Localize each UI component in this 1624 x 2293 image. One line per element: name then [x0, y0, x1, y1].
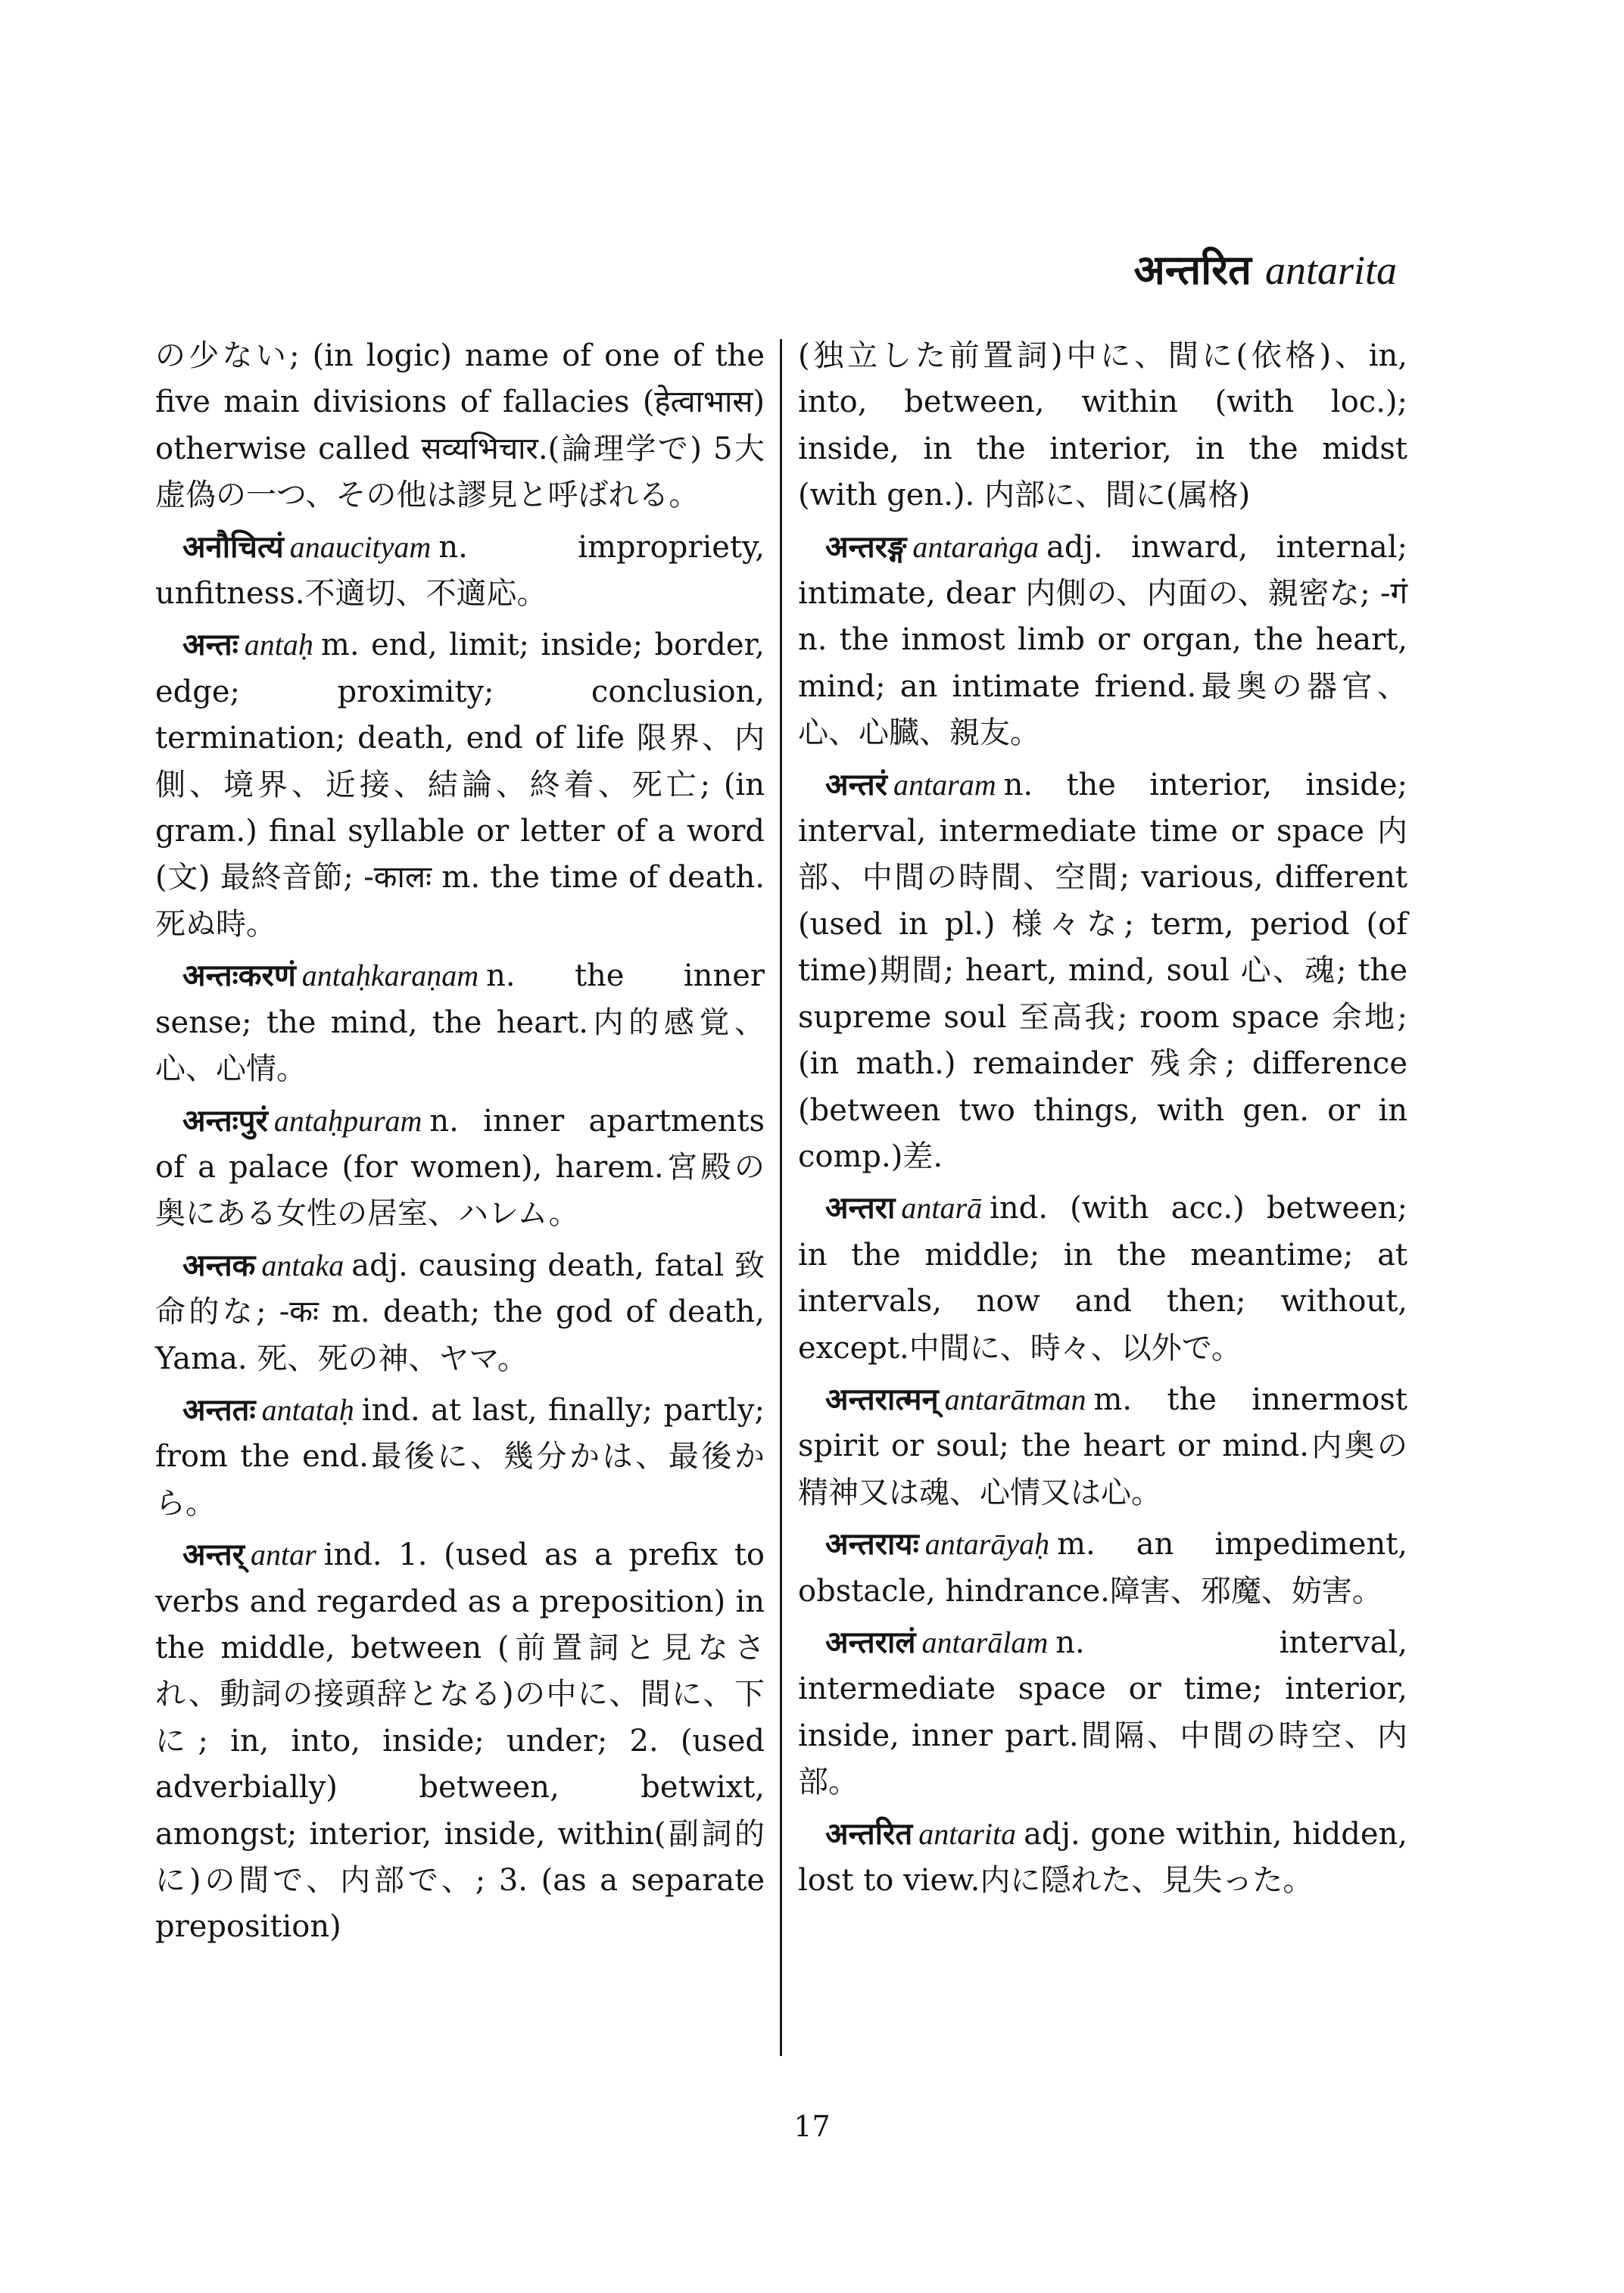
- entry-romanization: antaḥ: [244, 628, 313, 662]
- page-number: 17: [793, 2110, 831, 2143]
- entry-romanization: antarālam: [921, 1625, 1049, 1659]
- entry-romanization: anaucityam: [289, 529, 432, 564]
- entry-romanization: antaḥkaraṇam: [301, 958, 479, 993]
- entry-headword: अनौचित्यं: [182, 529, 284, 565]
- entry-headword: अन्तर्: [182, 1537, 245, 1573]
- entry-romanization: antarātman: [944, 1382, 1086, 1416]
- entry-headword: अन्तरङ्ग: [825, 529, 907, 565]
- entry-headword: अन्ततः: [182, 1392, 256, 1428]
- entry-headword: अन्तक: [182, 1248, 256, 1283]
- entry-romanization: antarita: [918, 1816, 1017, 1851]
- entry: [798, 1811, 1407, 1905]
- entry-romanization: antar: [251, 1537, 316, 1572]
- entry: [155, 622, 765, 948]
- entry-continued: [798, 333, 1407, 519]
- entry-text: adj. gone within, hidden, lost to view.内に隠れた、見失った。: [798, 1816, 1407, 1898]
- running-head-devanagari: अन्तरित: [1133, 246, 1252, 294]
- entry-text: n. inner apartments of a palace (for women), harem.宮殿の奥にある女性の居室、ハレム。: [155, 1103, 765, 1232]
- entry-continued: [155, 333, 765, 519]
- entry-text: の少ない; (in logic) name of one of the five main divisions of fallacies (हेत्वाभास) otherwise called सव्यभिचार.(論理学で) 5大虚偽の一つ、その他は謬見と呼ばれる。: [155, 338, 765, 513]
- entry-text: n. impropriety, unfitness.不適切、不適応。: [155, 529, 765, 612]
- entry-romanization: antaḥpuram: [273, 1103, 422, 1138]
- entry-text: n. the interior, inside; interval, intermediate time or space 内部、中間の時間、空間; various, different (used in pl.) 様々な; term, period (of time)期間; heart, mind, soul 心、魂; the supreme soul 至高我; room space 余地; (in math.) remainder 残余; difference (between two things, with gen. or in comp.)差.: [798, 767, 1407, 1174]
- entry-headword: अन्तरित: [825, 1816, 913, 1852]
- entry-headword: अन्तः: [182, 628, 238, 663]
- entry: [155, 952, 765, 1092]
- entry: [155, 1098, 765, 1238]
- entry: [155, 1387, 765, 1527]
- entry-romanization: antarāyaḥ: [924, 1527, 1050, 1562]
- entry-romanization: antaka: [261, 1248, 344, 1282]
- entry: [798, 1521, 1407, 1615]
- left-column: [155, 333, 765, 1955]
- entry-text: ind. (with acc.) between; in the middle; in the meantime; at intervals, now and then; without, except.中間に、時々、以外で。: [798, 1191, 1407, 1366]
- entry-headword: अन्तःकरणं: [182, 958, 296, 994]
- entry-text: (独立した前置詞)中に、間に(依格)、in, into, between, within (with loc.); inside, in the interior, in the midst (with gen.). 内部に、間に(属格): [798, 338, 1407, 513]
- running-head: [1133, 246, 1397, 294]
- entry: [798, 1185, 1407, 1372]
- entry-headword: अन्तरायः: [825, 1527, 919, 1562]
- entry-text: m. the innermost spirit or soul; the heart or mind.内奥の精神又は魂、心情又は心。: [798, 1382, 1407, 1510]
- entry-text: m. end, limit; inside; border, edge; proximity; conclusion, termination; death, end of life 限界、内側、境界、近接、結論、終着、死亡; (in gram.) final syllable or letter of a word (文) 最終音節; -कालः m. the time of death.死ぬ時。: [155, 628, 765, 942]
- entry-text: adj. causing death, fatal 致命的な; -कः m. death; the god of death, Yama. 死、死の神、ヤマ。: [155, 1248, 765, 1376]
- entry-text: ind. at last, finally; partly; from the end.最後に、幾分かは、最後から。: [155, 1392, 765, 1521]
- entry: [798, 762, 1407, 1181]
- entry: [155, 524, 765, 618]
- entry-headword: अन्तरं: [825, 767, 888, 802]
- entry-headword: अन्तरा: [825, 1191, 896, 1226]
- right-column: [798, 333, 1407, 1908]
- entry: [798, 524, 1407, 757]
- entry-romanization: antaraṅga: [912, 529, 1040, 564]
- entry: [155, 1242, 765, 1382]
- entry-headword: अन्तरालं: [825, 1625, 916, 1660]
- column-divider: [780, 339, 782, 2056]
- entry-headword: अन्तरात्मन्: [825, 1382, 939, 1417]
- entry-text: n. interval, intermediate space or time; interior, inside, inner part.間隔、中間の時空、内部。: [798, 1625, 1407, 1800]
- entry: [155, 1531, 765, 1951]
- running-head-roman: antarita: [1264, 248, 1397, 293]
- entry-text: n. the inner sense; the mind, the heart.内的感覚、心、心情。: [155, 958, 765, 1087]
- entry-romanization: antaram: [893, 767, 996, 802]
- entry: [798, 1619, 1407, 1806]
- entry-text: m. an impediment, obstacle, hindrance.障害、邪魔、妨害。: [798, 1527, 1407, 1609]
- entry-romanization: antarā: [901, 1191, 983, 1226]
- entry-text: ind. 1. (used as a prefix to verbs and regarded as a preposition) in the middle, between (前置詞と見なされ、動詞の接頭辞となる)の中に、間に、下に; in, into, inside; under; 2. (used adverbially) between, betwixt, amongst; interior, inside, within(副詞的に)の間で、内部で、; 3. (as a separate preposition): [155, 1537, 765, 1945]
- entry-headword: अन्तःपुरं: [182, 1103, 268, 1139]
- entry-romanization: antataḥ: [261, 1392, 354, 1427]
- entry: [798, 1376, 1407, 1516]
- entry-text: adj. inward, internal; intimate, dear 内側の、内面の、親密な; -गं n. the inmost limb or organ, the heart, mind; an intimate friend.最奥の器官、心、心臓、親友。: [798, 529, 1407, 751]
